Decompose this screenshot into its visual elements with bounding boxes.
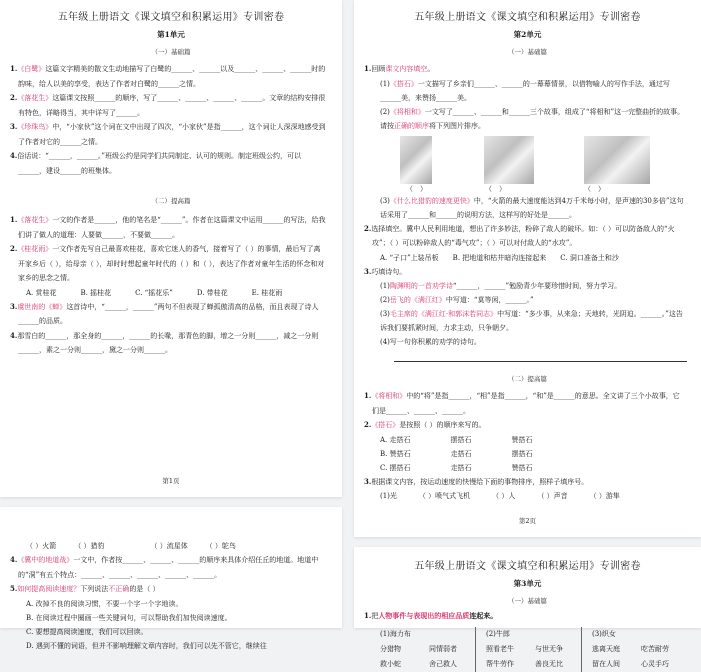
question-item: 2.选择填空。冀中人民利用地道，想出了许多妙法，粉碎了敌人的破坏。如：（ ）可以防备敌人的“火攻”；（ ）可以粉碎敌人的“毒气攻”；（ ）可以对付敌人的“水攻”。: [364, 223, 675, 247]
matching-column: (2)牛郎 照看老牛 与世无争 帮牛劳作 善良无比: [475, 627, 581, 672]
illustration-row: [354, 136, 701, 184]
sub-question: (3)毛主席的《满江红·和郭沫若同志》中写道：“多少事，从来急；天地转，光阴迫。______。”这告诉我们要抓紧时间，力求主动，只争朝夕。: [380, 310, 683, 332]
question-item: 3.《珍珠鸟》中，“小家伙”这个词在文中出现了四次，“小家伙”是指______，这个词让人深深地感受到了作者对它的______之情。: [10, 122, 326, 146]
answer-line[interactable]: [394, 355, 687, 362]
page-2: [354, 0, 701, 537]
section-heading: （一）基础篇: [151, 48, 191, 56]
page-number: 第2页: [518, 517, 537, 525]
question-item: 1.把人物事件与表现出的相应品质连起来。: [364, 611, 498, 620]
option: D. 遇到不懂的词语，但并不影响理解文章内容时，我们可以先不管它，继续往: [26, 641, 267, 650]
matching-table: [380, 627, 687, 672]
section-heading: （二）提高篇: [151, 197, 191, 205]
ordering-items: (1)光 （ ）喷气式飞机 （ ）人 （ ）声音 （ ）游隼: [380, 492, 620, 500]
option: C. 洞口准备土和沙: [560, 253, 619, 262]
section-heading: （一）基础篇: [508, 48, 547, 56]
page-4: [354, 547, 701, 668]
lesson-title: 《落花生》: [17, 216, 53, 224]
question-item: 2.《落花生》这篇课文按照______的顺序，写了______、______、______、______。文章的结构安排很有特色，详略得当，其中详写了______。: [10, 93, 326, 117]
option: B. 把地道和枯井暗沟连接起来: [452, 253, 547, 262]
option: C. “摇花乐”: [135, 288, 173, 297]
sub-question: (3)《什么比猎豹的速度更快》中，“火箭的最大速度能达到4万千米每小时，是声速的30多倍”这句话采用了______和______的说明方法，这样写的好处是______。: [380, 196, 684, 219]
option: A. “孑口”上装吊板: [380, 253, 439, 262]
option: D. 带桂花: [196, 288, 228, 297]
illustration-image: [484, 136, 534, 184]
page-number: 第1页: [162, 477, 180, 485]
option: A. 赏桂花: [26, 288, 57, 297]
answer-options: [0, 286, 342, 300]
matching-column: (1)海力布 分猎物 同情弱者 救小蛇 舍己救人: [380, 629, 457, 668]
section-heading: （一）基础篇: [508, 597, 547, 605]
question-item: 5.如何提高阅读速度？下列说法不正确的是（ ）: [10, 584, 160, 593]
sub-question: (2)岳飞的《满江红》中写道：“莫等闲，______。”: [380, 296, 534, 304]
lesson-title: 《白鹭》: [17, 65, 46, 73]
option: A. 改掉不良的阅读习惯，不要一个字一个字地读。: [26, 599, 183, 608]
question-item: 1.《白鹭》这篇文字精美的散文生动地描写了白鹭的______、______以及______、______、______时的韵味，给人以美的享受，表达了作者对白鹭的______之情。: [10, 64, 326, 88]
lesson-title: 虞世南的《蝉》: [17, 302, 67, 311]
lesson-title: 《落花生》: [17, 94, 53, 102]
question-item: 1.回顾课文内容填空。: [364, 64, 435, 73]
question-item: 1.《落花生》一文的作者是______，他的笔名是“______”。作者在这篇课文中运用______的写法，给我们讲了做人的道理：人要做______，不要做______。: [10, 215, 326, 239]
option: E. 桂花雨: [251, 288, 283, 297]
answer-options: [354, 251, 701, 265]
choice-row: A. 走搭石 摆搭石 赞搭石: [380, 435, 533, 444]
question-item: 3.巧填诗句。: [364, 266, 407, 276]
question-item: 2.《搭石》是按照（ ）的顺序来写的。: [364, 420, 486, 429]
option: C. 要想提高阅读速度，我们可以回读。: [26, 627, 148, 636]
document-title: 五年级上册语文《课文填空和积累运用》专训密卷: [414, 561, 641, 572]
unit-heading: 第1单元: [157, 30, 185, 39]
question-item: 4.俗话说：“______，______。”班级公约是同学们共同制定、认可的规则。制定班级公约，可以______，建设______的班集体。: [10, 151, 301, 175]
unit-heading: 第2单元: [513, 30, 542, 39]
option: B. 在阅读过程中圈画一些关键词句，可以帮助我们加快阅读速度。: [26, 613, 232, 622]
illustration-image: [400, 136, 432, 184]
question-item: 2.《桂花雨》一文作者先写自己最喜欢桂花，喜欢它迷人的香气，接着写了（ ）的事情，最后写了离开家乡后（ ），给母亲（ ），却时时想起童年时代的（ ）和（ ），表达了作者对童年生活的怀念和对家乡的思念之情。: [10, 244, 325, 282]
choice-row: C. 摆搭石 走搭石 赞搭石: [380, 463, 533, 472]
sub-question: (1)《搭石》一文描写了乡亲们______、______的一幕幕情景，以借物喻人的写作手法，通过写______美，来赞扬______美。: [380, 79, 670, 102]
choice-row: B. 赞搭石 走搭石 摆搭石: [380, 449, 533, 458]
matching-column: (3)织女 逃离天庭 吃苦耐劳 留在人间 心灵手巧: [581, 627, 687, 672]
ordering-blanks: （ ） （ ） （ ）: [406, 184, 605, 193]
question-item: 4.那雪白的______，那全身的______，______的长喙，那青色的脚，增之一分则______，减之一分则______，素之一分则______，黛之一分则______。: [10, 330, 319, 354]
lesson-title: 《珍珠鸟》: [17, 123, 53, 131]
ordering-items: （ ）火箭 （ ）猎豹 （ ）流星体 （ ）鸵鸟: [26, 542, 236, 550]
sub-question: (2)《将相和》一文写了______、______和______三个故事，组成了“将相和”这一完整曲折的故事。请按正确的顺序将下列图片排序。: [380, 107, 685, 130]
sub-question: (1)陶渊明的一首劝学诗“______，______”勉励青少年要珍惜时间，努力学习。: [380, 282, 622, 290]
option: B. 摇桂花: [80, 288, 112, 297]
lesson-title: 《桂花雨》: [17, 245, 53, 253]
illustration-image: [584, 136, 650, 184]
document-title: 五年级上册语文《课文填空和积累运用》专训密卷: [414, 12, 641, 23]
question-item: 1.《将相和》中的“将”是指______，“相”是指______，“和”是______的意思。全文讲了三个小故事，它们是______、______、______。: [364, 391, 680, 415]
document-title: 五年级上册语文《课文填空和积累运用》专训密卷: [57, 12, 285, 23]
question-item: 3.虞世南的《蝉》这首诗中，“______，______”两句不但表现了蝉孤傲清高的品格，而且表现了诗人______的品质。: [10, 301, 319, 325]
page-3: [0, 507, 342, 650]
question-item: 3.根据课文内容，按运动速度的快慢给下面的事物排序，照样子填序号。: [364, 476, 589, 486]
unit-heading: 第3单元: [513, 579, 542, 588]
section-heading: （二）提高篇: [508, 375, 547, 383]
question-item: 4.《冀中的地道战》一文中，作者按______、______、______的顺序来具体介绍任丘的地道。地道中的“洞”有五个特点：______、______、______、______、______。: [10, 555, 319, 579]
page-1: [0, 0, 342, 497]
sub-question: (4)写一句你积累的劝学的诗句。: [380, 338, 481, 346]
